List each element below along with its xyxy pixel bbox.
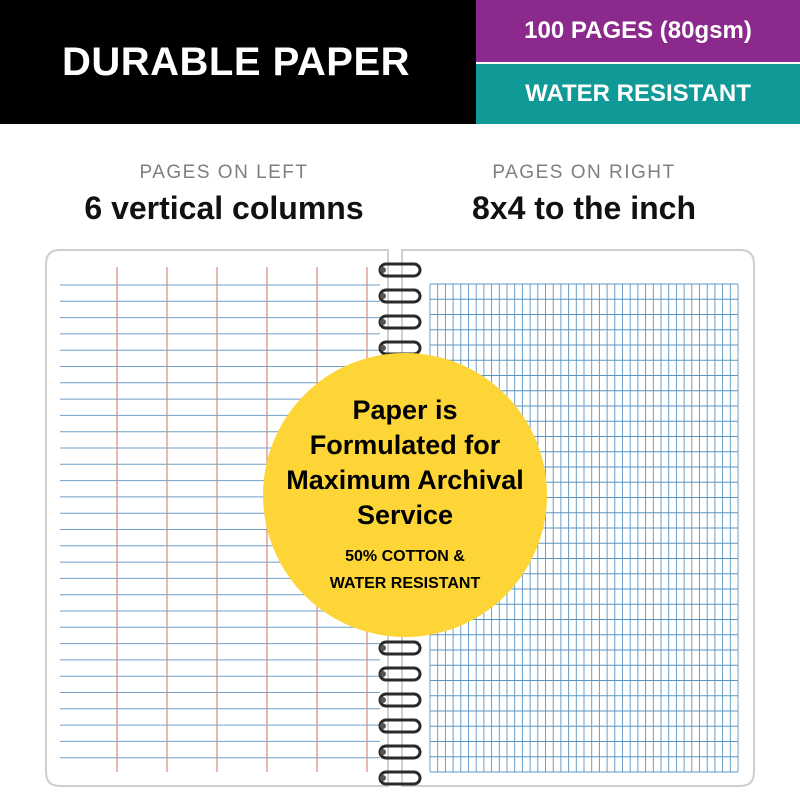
seal-small-2: WATER RESISTANT <box>329 575 481 592</box>
seal-line-2: Formulated for <box>309 430 501 460</box>
header-title: DURABLE PAPER <box>62 39 411 84</box>
right-page-caption: PAGES ON RIGHT <box>492 162 676 183</box>
badge-water-resistant: WATER RESISTANT <box>476 64 800 124</box>
left-page-caption: PAGES ON LEFT <box>139 162 309 183</box>
seal-line-1: Paper is <box>352 395 458 425</box>
seal-line-4: Service <box>356 500 454 530</box>
badge-pages: 100 PAGES (80gsm) <box>476 0 800 62</box>
seal-small-1: 50% COTTON & <box>345 548 465 565</box>
seal-line-3: Maximum Archival <box>286 465 524 495</box>
left-page-title: 6 vertical columns <box>84 190 364 226</box>
archival-seal <box>263 353 547 637</box>
right-page-title: 8x4 to the inch <box>471 190 697 226</box>
